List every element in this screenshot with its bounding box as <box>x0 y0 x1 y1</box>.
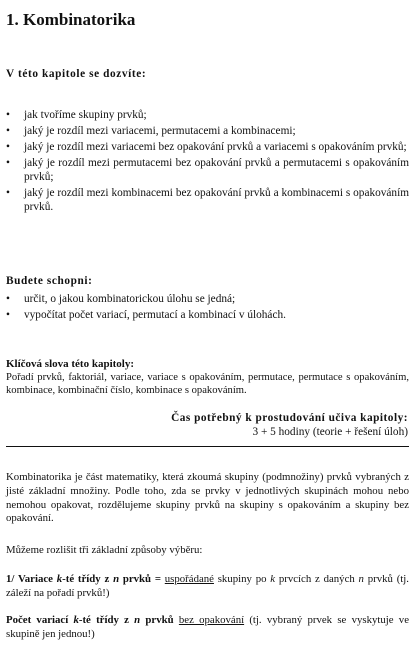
bullet-icon: • <box>6 109 10 121</box>
skills-list <box>6 292 409 324</box>
bullet-icon: • <box>6 293 10 305</box>
intro-heading: V této kapitole se dozvíte: <box>6 68 147 80</box>
paragraph-intro: Kombinatorika je část matematiky, která zkoumá skupiny (podmnožiny) prvků vybraných z jisté základní množiny. Podle toho, zda se prvky v jednotlivých skupinách mohou nebo nemohou opakovat, rozdělujeme skupiny prvků na skupiny s opakováním a skupiny bez opakování. <box>6 471 409 525</box>
list-item: • jaký je rozdíl mezi permutacemi bez opakování prvků a permutacemi s opakováním prvků; <box>6 157 409 183</box>
paragraph-methods: Můžeme rozlišit tři základní způsoby výběru: <box>6 544 203 556</box>
chapter-title: 1. Kombinatorika <box>6 10 136 29</box>
list-item: • jaký je rozdíl mezi variacemi bez opakování prvků a variacemi s opakováním prvků; <box>6 141 407 153</box>
paragraph-variations: 1/ Variace k-té třídy z n prvků = uspořádané skupiny po k prvcích z daných n prvků (tj. záleží na pořadí prvků!) <box>6 573 409 599</box>
keywords-heading: Klíčová slova této kapitoly: <box>6 358 135 370</box>
paragraph-variation-count: Počet variací k-té třídy z n prvků bez opakování (tj. vybraný prvek se vyskytuje ve skupině jen jednou!) <box>6 614 409 640</box>
list-item: • vypočítat počet variací, permutací a kombinací v úlohách. <box>6 309 286 321</box>
list-item: • jaký je rozdíl mezi variacemi, permutacemi a kombinacemi; <box>6 125 296 137</box>
skills-heading: Budete schopni: <box>6 275 93 287</box>
bullet-icon: • <box>6 187 10 199</box>
list-item: • jaký je rozdíl mezi kombinacemi bez opakování prvků a kombinacemi s opakováním prvků. <box>6 187 409 213</box>
list-item: • jak tvoříme skupiny prvků; <box>6 109 147 121</box>
study-time-value: 3 + 5 hodiny (teorie + řešení úloh) <box>252 426 408 438</box>
intro-list <box>6 108 409 216</box>
list-item: • určit, o jakou kombinatorickou úlohu se jedná; <box>6 293 236 305</box>
divider <box>6 446 409 447</box>
bullet-icon: • <box>6 125 10 137</box>
keywords-text: Pořadí prvků, faktoriál, variace, variace s opakováním, permutace, permutace s opakováním, kombinace, kombinační číslo, kombinace s opakováním. <box>6 372 409 396</box>
bullet-icon: • <box>6 157 10 169</box>
study-time <box>171 411 408 439</box>
bullet-icon: • <box>6 309 10 321</box>
study-time-label: Čas potřebný k prostudování učiva kapitoly: <box>171 412 408 424</box>
bullet-icon: • <box>6 141 10 153</box>
